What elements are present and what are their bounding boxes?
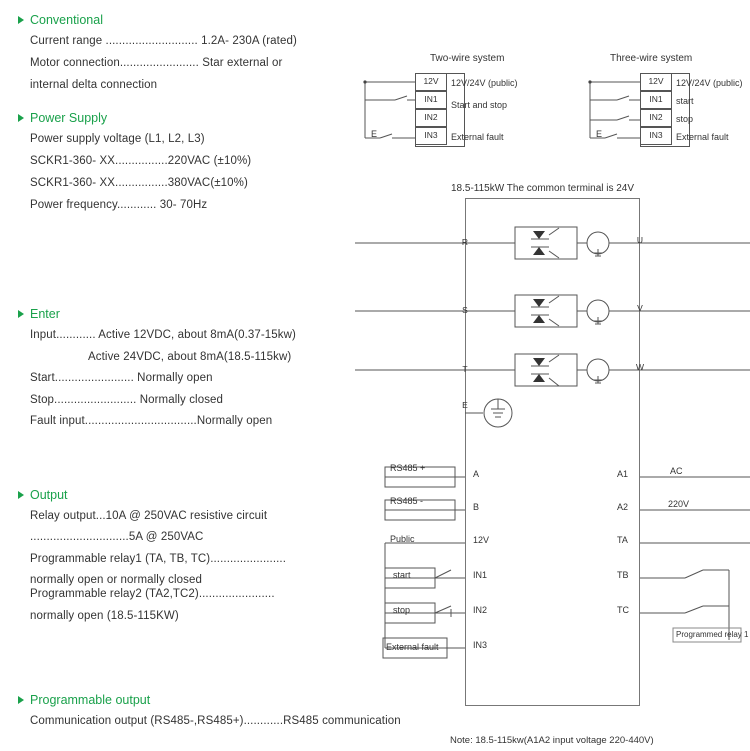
voltage-label: 220V: [668, 499, 690, 509]
two-wire-terminal-in3: IN3: [415, 127, 447, 145]
spec-line: normally open or normally closed: [30, 574, 202, 586]
relay-caption: Programmed relay 1: [676, 630, 749, 639]
two-wire-title: Two-wire system: [430, 53, 505, 64]
terminal-label-s: S: [462, 305, 468, 315]
spec-line: ..............................5A @ 250VAC: [30, 531, 204, 543]
terminal-a2: A2: [617, 502, 629, 512]
three-wire-title: Three-wire system: [610, 53, 693, 64]
spec-line: Stop......................... Normally closed: [30, 394, 224, 406]
spec-line: SCKR1-360- XX................380VAC(±10%): [30, 177, 248, 189]
start-label: start: [393, 570, 411, 580]
ac-label: AC: [670, 466, 683, 476]
rs485-minus-label: RS485 -: [390, 496, 424, 506]
diagram-note: Note: 18.5-115kw(A1A2 input voltage 220-440V): [450, 735, 654, 746]
terminal-label-t: T: [462, 364, 468, 374]
terminal-label-v: V: [637, 303, 643, 313]
two-wire-terminal-in2: IN2: [415, 109, 447, 127]
stop-terminal: IN2: [473, 605, 488, 615]
spec-line: internal delta connection: [30, 79, 158, 91]
terminal-tb: TB: [617, 570, 629, 580]
section-heading-programmable-output: [18, 693, 150, 707]
two-wire-label-start-stop: Start and stop: [451, 100, 508, 110]
start-terminal: IN1: [473, 570, 488, 580]
three-wire-terminal-12v: 12V: [640, 73, 672, 91]
terminal-label-e: E: [462, 400, 468, 410]
bullet-arrow-icon: [18, 310, 24, 318]
public-label: Public: [390, 534, 415, 544]
spec-line: Relay output...10A @ 250VAC resistive circuit: [30, 510, 268, 522]
terminal-tc: TC: [617, 605, 629, 615]
spec-line: SCKR1-360- XX................220VAC (±10%): [30, 155, 252, 167]
two-wire-terminal-in1: IN1: [415, 91, 447, 109]
section-heading-conventional: [18, 13, 103, 27]
terminal-b: B: [473, 502, 480, 512]
section-title: Output: [30, 488, 68, 502]
two-wire-terminal-12v: 12V: [415, 73, 447, 91]
fault-terminal: IN3: [473, 640, 488, 650]
terminal-label-u: U: [636, 235, 644, 245]
three-wire-label-public: 12V/24V (public): [676, 78, 743, 88]
terminal-label-w: W: [635, 362, 645, 372]
terminal-a1: A1: [617, 469, 629, 479]
spec-line: Programmable relay1 (TA, TB, TC).......................: [30, 553, 287, 565]
public-terminal: 12V: [473, 535, 490, 545]
spec-line: Power frequency............ 30- 70Hz: [30, 199, 208, 211]
three-wire-label-stop: stop: [676, 114, 694, 124]
stop-label: stop: [393, 605, 411, 615]
spec-line: Fault input..................................Normally open: [30, 415, 273, 427]
bullet-arrow-icon: [18, 16, 24, 24]
main-diagram-title: 18.5-115kW The common terminal is 24V: [451, 183, 635, 194]
three-wire-terminal-in2: IN2: [640, 109, 672, 127]
bullet-arrow-icon: [18, 491, 24, 499]
wiring-diagram: [355, 0, 750, 751]
section-heading-power-supply: [18, 111, 107, 125]
three-wire-label-start: start: [676, 96, 694, 106]
section-title: Programmable output: [30, 693, 151, 707]
terminal-ta: TA: [617, 535, 628, 545]
bullet-arrow-icon: [18, 114, 24, 122]
two-wire-fault-tag: E: [371, 129, 378, 139]
section-title: Conventional: [30, 13, 103, 27]
terminal-label-r: R: [461, 237, 469, 247]
spec-line: Active 24VDC, about 8mA(18.5-115kw): [88, 351, 292, 363]
bullet-arrow-icon: [18, 696, 24, 704]
spec-line: normally open (18.5-115KW): [30, 610, 179, 622]
three-wire-terminal-in3: IN3: [640, 127, 672, 145]
rs485-plus-label: RS485 +: [390, 463, 426, 473]
spec-line: Programmable relay2 (TA2,TC2).......................: [30, 588, 275, 600]
spec-line: Current range ............................ 1.2A- 230A (rated): [30, 35, 297, 47]
external-fault-label: External fault: [386, 642, 439, 652]
spec-line: Start........................ Normally open: [30, 372, 213, 384]
terminal-a: A: [473, 469, 480, 479]
two-wire-label-public: 12V/24V (public): [451, 78, 518, 88]
spec-line: Power supply voltage (L1, L2, L3): [30, 133, 205, 145]
spec-line: Input............ Active 12VDC, about 8mA(0.37-15kw): [30, 329, 296, 341]
spec-line: Communication output (RS485-,RS485+)............RS485 communication: [30, 715, 401, 727]
two-wire-label-fault: External fault: [451, 132, 504, 142]
three-wire-label-fault: External fault: [676, 132, 729, 142]
section-heading-output: [18, 488, 68, 502]
three-wire-terminal-in1: IN1: [640, 91, 672, 109]
section-title: Power Supply: [30, 111, 108, 125]
section-heading-enter: [18, 307, 60, 321]
section-title: Enter: [30, 307, 60, 321]
three-wire-fault-tag: E: [596, 129, 603, 139]
spec-line: Motor connection........................ Star external or: [30, 57, 283, 69]
